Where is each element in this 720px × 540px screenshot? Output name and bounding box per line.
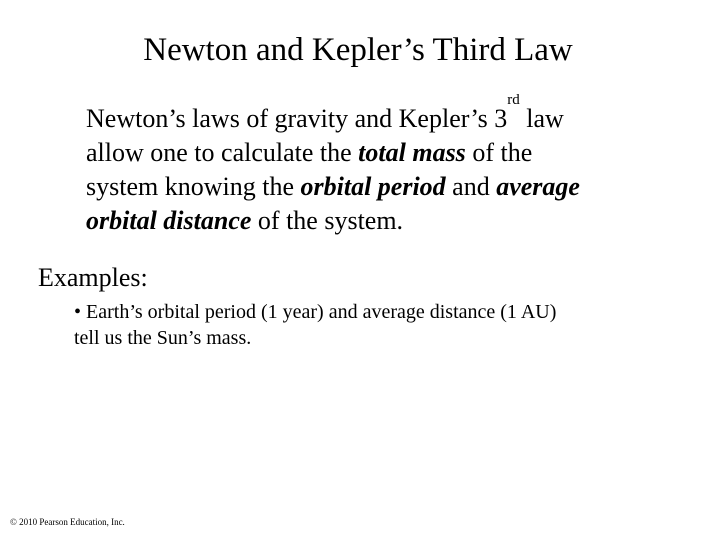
example-line-2: tell us the Sun’s mass. [74,327,252,349]
ordinal-superscript: rd [507,92,520,108]
intro-text: law [519,104,564,133]
intro-line-4 [86,204,686,238]
examples-heading: Examples: [38,263,148,292]
intro-line-1 [86,92,686,136]
slide-title: Newton and Kepler’s Third Law [143,32,573,68]
emphasis-orbital-distance: orbital distance [86,206,252,235]
example-text: Earth’s orbital period (1 year) and average distance (1 AU) [81,301,557,323]
intro-paragraph [86,92,686,238]
intro-line-3 [86,170,686,204]
intro-line-2 [86,136,686,170]
bullet-icon: • [74,301,82,323]
emphasis-average: average [496,172,580,201]
intro-text: system knowing the [86,172,301,201]
intro-text: allow one to calculate the [86,138,359,167]
example-bullet-item [74,299,694,351]
intro-text: Newton’s laws of gravity and Kepler’s 3 [86,104,508,133]
copyright-footer: © 2010 Pearson Education, Inc. [10,517,125,527]
emphasis-total-mass: total mass [358,138,466,167]
intro-text: of the [465,138,533,167]
intro-text: of the system. [251,206,404,235]
example-line-1 [74,299,694,325]
emphasis-orbital-period: orbital period [300,172,446,201]
intro-text: and [445,172,497,201]
